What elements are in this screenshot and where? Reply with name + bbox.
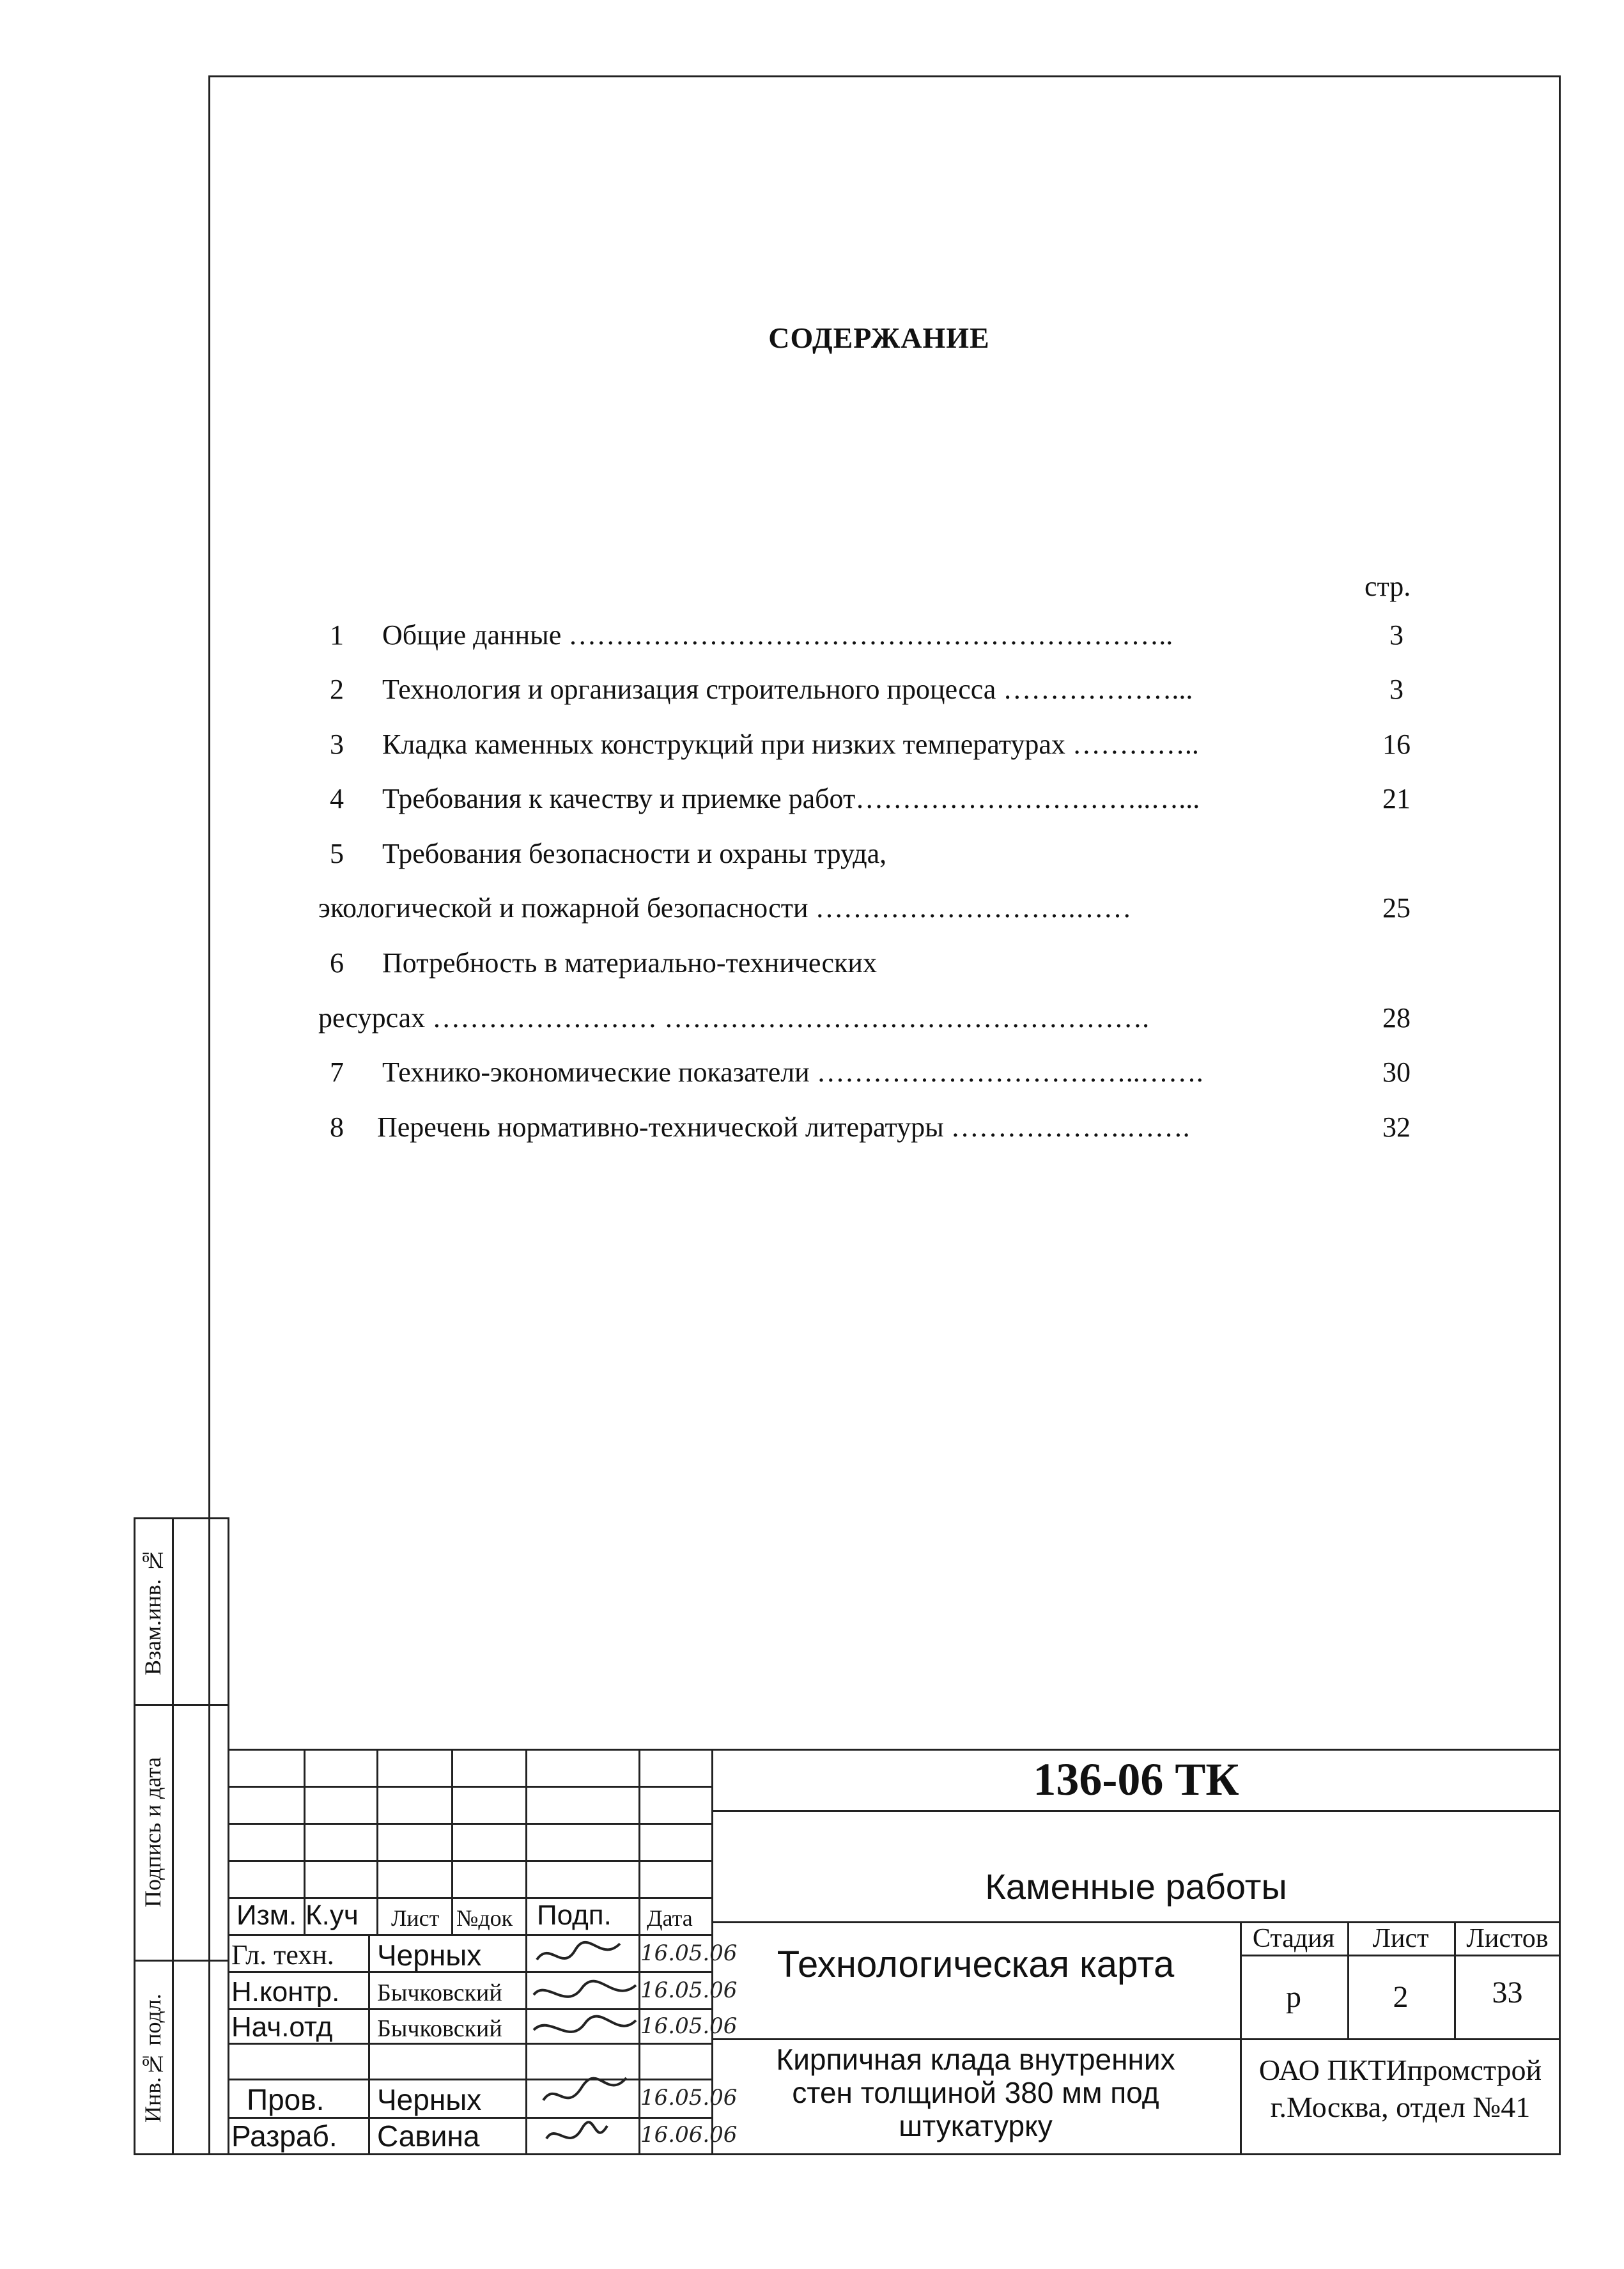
description-line: стен толщиной 380 мм под (792, 2076, 1159, 2109)
toc-item-number: 6 (330, 947, 344, 979)
role-nach-otd: Нач.отд (231, 2011, 333, 2043)
name-savina: Савина (377, 2119, 480, 2153)
date-handwritten: 16.05.06 (640, 2013, 738, 2039)
col-header-list: Лист (391, 1905, 440, 1931)
col-header-kuch: К.уч (305, 1900, 359, 1931)
toc-item-page: 25 (1382, 892, 1411, 924)
role-gl-tekhn: Гл. техн. (231, 1939, 334, 1971)
description (711, 2043, 1240, 2142)
sheets-value: 33 (1492, 1976, 1523, 2010)
col-header-izm: Изм. (236, 1900, 297, 1931)
name-bychkovsky: Бычковский (377, 2015, 502, 2042)
doc-type: Технологическая карта (777, 1944, 1175, 1985)
toc-item-page: 32 (1382, 1111, 1411, 1143)
toc-item-text: Общие данные ……………………………………………………….. (382, 619, 1173, 651)
toc-page-header: стр. (1365, 571, 1411, 602)
col-header-podp: Подп. (537, 1900, 612, 1931)
toc-item-number: 7 (330, 1057, 344, 1088)
toc-item-number: 3 (330, 729, 344, 760)
description-line: Кирпичная клада внутренних (776, 2043, 1175, 2076)
date-handwritten: 16.05.06 (640, 1940, 738, 1966)
description-line: штукатурку (899, 2109, 1053, 2142)
signatures-scribble-icon (530, 1934, 639, 2155)
name-chernykh: Черных (377, 1939, 482, 1972)
stage-value: р (1286, 1980, 1301, 2014)
toc-item-number: 5 (330, 838, 344, 869)
toc-item-text: Требования к качеству и приемке работ…………………………..…... (382, 783, 1200, 814)
name-chernykh: Черных (377, 2083, 482, 2116)
organization-line: ОАО ПКТИпромстрой (1258, 2054, 1542, 2086)
work-type: Каменные работы (985, 1866, 1287, 1907)
toc-item-page: 3 (1389, 619, 1404, 651)
organization (1240, 2052, 1561, 2126)
toc-item-text: Технико-экономические показатели ……………………………..……. (382, 1057, 1203, 1088)
stage-header: Стадия (1252, 1924, 1335, 1953)
role-razrab: Разраб. (231, 2119, 337, 2153)
side-stamp-podpis: Подпись и дата (140, 1757, 166, 1908)
doc-code: 136-06 ТК (1033, 1754, 1239, 1805)
organization-line: г.Москва, отдел №41 (1270, 2091, 1531, 2123)
sheet-header: Лист (1372, 1924, 1429, 1953)
page-title: СОДЕРЖАНИЕ (768, 321, 990, 354)
toc-item-page: 21 (1382, 783, 1411, 814)
toc-item-page: 28 (1382, 1002, 1411, 1034)
toc-item-text: Требования безопасности и охраны труда, (382, 838, 887, 869)
role-prov: Пров. (247, 2083, 325, 2116)
toc-item-page: 30 (1382, 1057, 1411, 1088)
col-header-data: Дата (647, 1905, 693, 1931)
toc-item-text: экологической и пожарной безопасности ……………………….…… (318, 892, 1132, 924)
toc-item-text: Кладка каменных конструкций при низких температурах ………….. (382, 729, 1199, 760)
role-n-kontr: Н.контр. (231, 1976, 340, 2008)
sheet-value: 2 (1393, 1980, 1409, 2014)
toc-item-number: 8 (330, 1111, 344, 1143)
toc-item-text: ресурсах …………………… ……………………………………………. (318, 1002, 1150, 1034)
toc-item-text: Технология и организация строительного процесса ………………... (382, 674, 1193, 705)
toc-item-page: 16 (1382, 729, 1411, 760)
date-handwritten: 16.05.06 (640, 2085, 738, 2110)
toc-item-page: 3 (1389, 674, 1404, 705)
toc-item-text: Перечень нормативно-технической литературы ……………….……. (377, 1111, 1190, 1143)
date-handwritten: 16.06.06 (640, 2122, 738, 2148)
toc-item-number: 4 (330, 783, 344, 814)
name-bychkovsky: Бычковский (377, 1979, 502, 2006)
toc-item-text: Потребность в материально-технических (382, 947, 877, 979)
toc-item-number: 2 (330, 674, 344, 705)
side-stamp-inv: Инв.№ подл. (140, 1994, 166, 2123)
date-handwritten: 16.05.06 (640, 1978, 738, 2003)
side-stamp-vzam: Взам.инв. № (140, 1547, 166, 1675)
toc-item-number: 1 (330, 619, 344, 651)
sheets-header: Листов (1466, 1924, 1549, 1953)
col-header-ndok: №док (456, 1905, 513, 1931)
